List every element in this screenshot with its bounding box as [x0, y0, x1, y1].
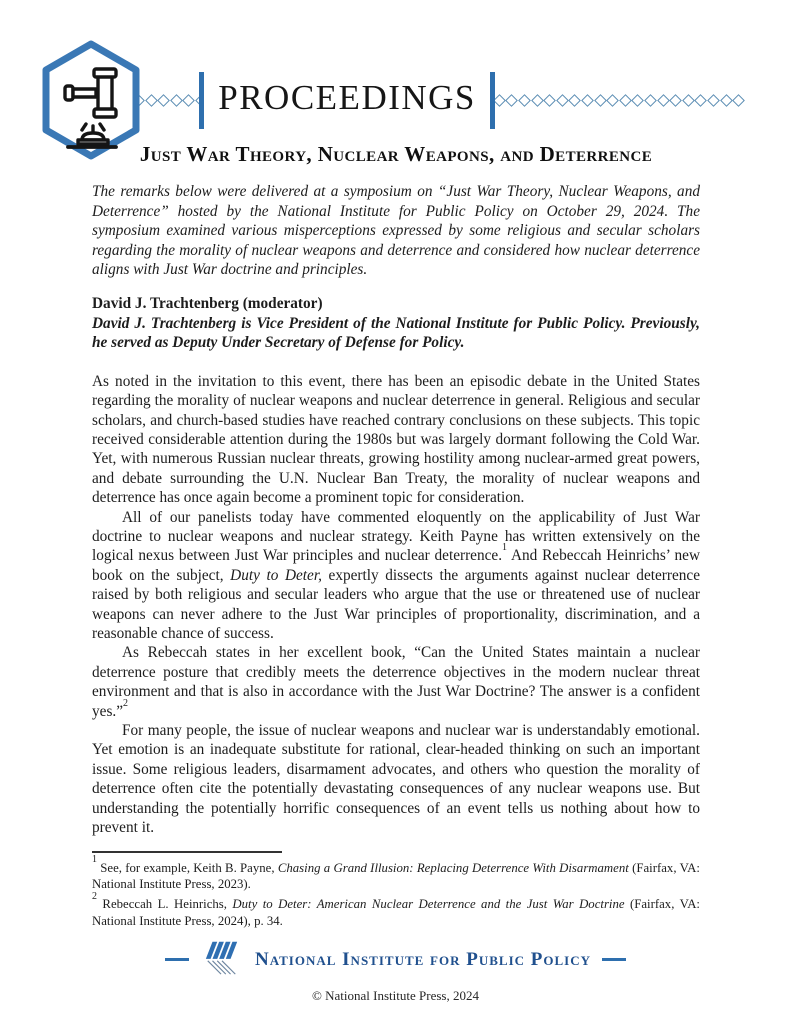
diamond-icon [531, 94, 544, 107]
banner-title: PROCEEDINGS [218, 78, 476, 117]
footer-right-dash [602, 958, 626, 961]
diamond-icon [707, 94, 720, 107]
diamond-icon [669, 94, 682, 107]
nipp-logo-icon [200, 938, 244, 981]
footnote: $^1$ See, for example, Keith B. Payne, Chasing a Grand Illusion: Replacing Deterrence With Disarmament (Fairfax, VA: National Institute Press, 2023). [92, 854, 700, 892]
diamond-icon [543, 94, 556, 107]
footer-brand-row [0, 938, 791, 981]
diamond-icon [145, 94, 158, 107]
diamond-icon [644, 94, 657, 107]
body-paragraph: As Rebeccah states in her excellent book, “Can the United States maintain a nuclear deterrence posture that credibly meets the deterrence objectives in the modern nuclear threat environment and that is also in accordance with the Just War Doctrine? The answer is a confident yes.”$^2$ [92, 644, 700, 720]
diamond-icon [695, 94, 708, 107]
diamond-icon [157, 94, 170, 107]
diamond-icon [506, 94, 519, 107]
symposium-intro: The remarks below were delivered at a symposium on “Just War Theory, Nuclear Weapons, and Deterrence” hosted by the National Institute for Public Policy on October 29, 2024. The symposium examined various misperceptions expressed by some religious and secular scholars regarding the morality of nuclear weapons and deterrence and considered how nuclear deterrence aligns with Just War doctrine and principles. [92, 183, 700, 279]
footer [0, 938, 791, 1004]
diamond-icon [606, 94, 619, 107]
footnote-separator [92, 851, 282, 853]
organization-name: National Institute for Public Policy [254, 948, 592, 970]
footer-left-dash [165, 958, 189, 961]
footnote: $^2$ Rebeccah L. Heinrichs, Duty to Deter: American Nuclear Deterrence and the Just War Doctrine (Fairfax, VA: National Institute Press, 2024), p. 34. [92, 890, 700, 928]
body-paragraph: All of our panelists today have commented eloquently on the applicability of Just War doctrine to nuclear weapons and nuclear strategy. Keith Payne has written extensively on the logical nexus between Just War principles and nuclear deterrence.$^1$ And Rebeccah Heinrichs’ new book on the subject, Duty to Deter, expertly dissects the arguments against nuclear deterrence raised by both religious and secular leaders who argue that the use or threatened use of nuclear weapons can never adhere to the Just War principles of proportionality, discrimination, and a reasonable chance of success. [92, 508, 700, 643]
diamond-icon [720, 94, 733, 107]
diamond-chain-right-icon [495, 93, 745, 107]
body-paragraph: As noted in the invitation to this event, there has been an episodic debate in the United States regarding the morality of nuclear weapons and nuclear deterrence in general. Religious and secular scholars, and church-based studies have reached contrary conclusions on these subjects. This topic received considerable attention during the 1980s but was largely dormant following the Cold War. Yet, with numerous Russian nuclear threats, growing hostility among nuclear-armed great powers, and debate surrounding the U.N. Nuclear Ban Treaty, the morality of nuclear weapons and deterrence has once again become a prominent topic for consideration. [92, 372, 700, 507]
diamond-icon [569, 94, 582, 107]
diamond-icon [594, 94, 607, 107]
document-title: Just War Theory, Nuclear Weapons, and Deterrence [139, 142, 653, 166]
article-body [92, 372, 700, 838]
speaker-name: David J. Trachtenberg (moderator) [92, 294, 323, 312]
speaker-bio: David J. Trachtenberg is Vice President of the National Institute for Public Policy. Previously, he served as Deputy Under Secretary of Defense for Policy. [92, 314, 700, 352]
diamond-icon [632, 94, 645, 107]
diamond-icon [732, 94, 745, 107]
article [92, 142, 700, 933]
footnotes [92, 854, 700, 930]
diamond-icon [657, 94, 670, 107]
diamond-icon [581, 94, 594, 107]
gavel-hexagon-icon [38, 39, 144, 161]
diamond-icon [195, 94, 199, 107]
body-paragraph: For many people, the issue of nuclear weapons and nuclear war is understandably emotional. Yet emotion is an inadequate substitute for rational, clear-headed thinking on such an important issue. Some religious leaders, disarmament advocates, and others who question the morality of deterrence often cite the potentially devastating consequences of any nuclear weapons use. But understanding the potentially horrific consequences of an event tells us nothing about how to prevent it. [92, 722, 700, 837]
diamond-icon [518, 94, 531, 107]
copyright-line: © National Institute Press, 2024 [312, 988, 479, 1003]
diamond-icon [183, 94, 196, 107]
